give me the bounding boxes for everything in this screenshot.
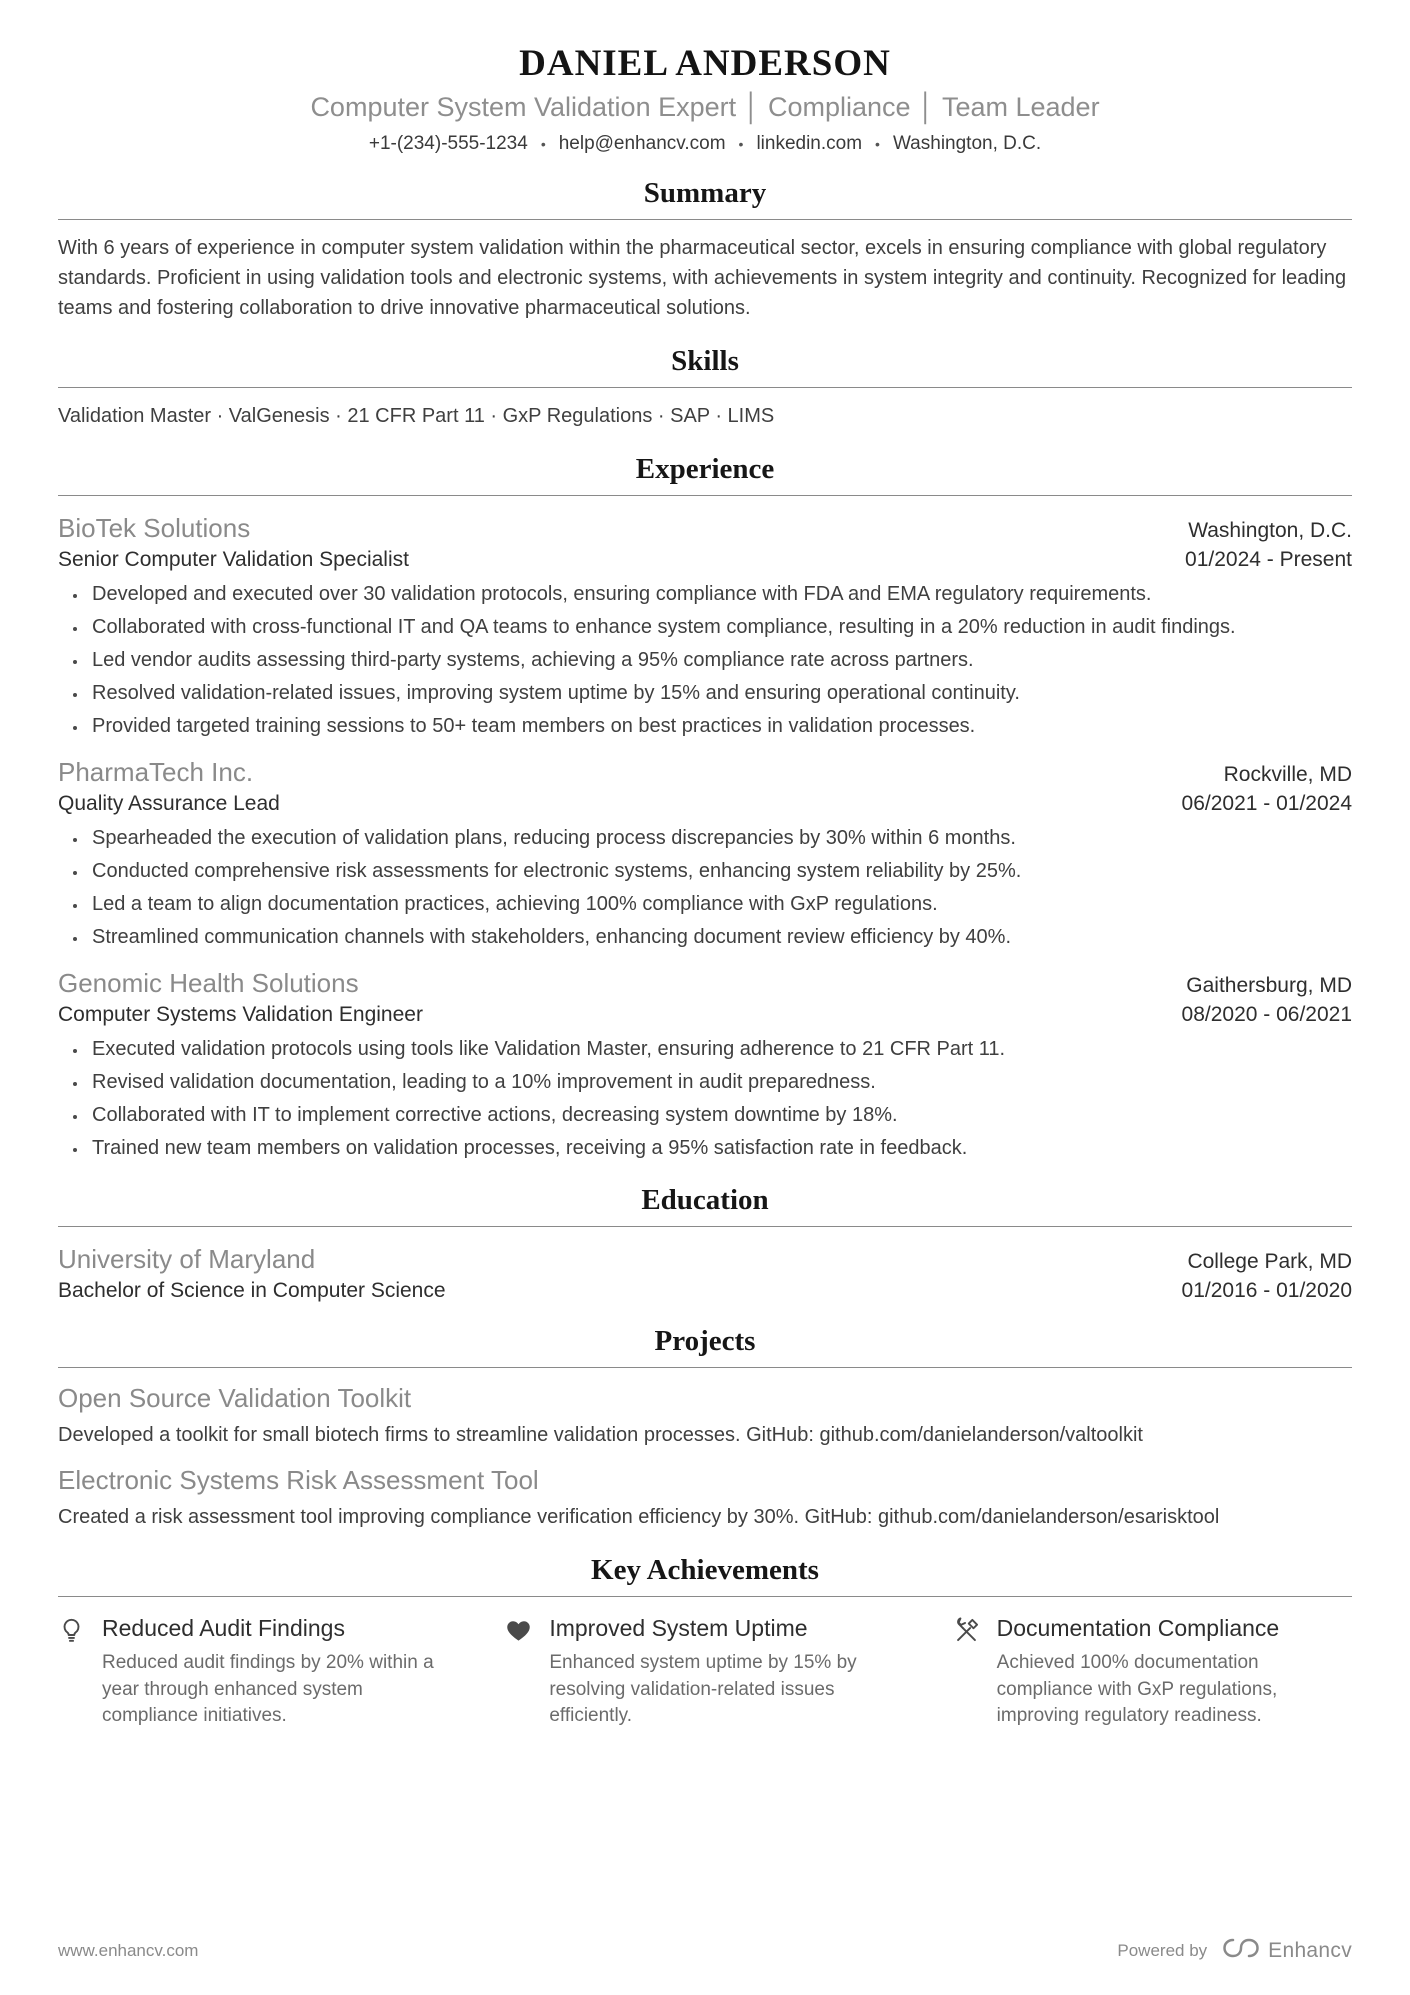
powered-by-brand	[1117, 1937, 1352, 1965]
education-dates: 01/2016 - 01/2020	[1181, 1279, 1352, 1302]
project-title: Open Source Validation Toolkit	[58, 1383, 412, 1413]
job-location: Washington, D.C.	[1188, 519, 1352, 542]
job-dates: 01/2024 - Present	[1185, 548, 1352, 571]
summary-heading: Summary	[58, 177, 1352, 220]
project-description: Created a risk assessment tool improving compliance verification efficiency by 30%. GitHub: github.com/danielanderson/esarisktool	[58, 1506, 1220, 1528]
achievement-text: Reduced audit findings by 20% within a year through enhanced system compliance initiatives.	[102, 1652, 434, 1727]
achievement-text: Achieved 100% documentation compliance with GxP regulations, improving regulatory readiness.	[996, 1652, 1278, 1727]
project-entry	[58, 1465, 1352, 1532]
education-heading: Education	[58, 1184, 1352, 1227]
email-link[interactable]: help@enhancv.com	[558, 133, 726, 154]
location-text: Washington, D.C.	[892, 133, 1042, 154]
achievement-item	[505, 1615, 904, 1730]
section-summary	[58, 177, 1352, 323]
heart-icon	[505, 1615, 533, 1649]
candidate-title: Computer System Validation Expert │ Compliance │ Team Leader	[310, 92, 1100, 122]
skills-list: Validation Master · ValGenesis · 21 CFR Part 11 · GxP Regulations · SAP · LIMS	[58, 405, 775, 427]
summary-text: With 6 years of experience in computer system validation within the pharmaceutical sector, excels in ensuring compliance with global regulatory standards. Proficient in using validation tools and electronic systems, with achievements in system integrity and continuity. Recognized for leading teams and fostering collaboration to drive innovative pharmaceutical solutions.	[58, 237, 1347, 319]
company-name: PharmaTech Inc.	[58, 757, 254, 787]
section-skills	[58, 345, 1352, 431]
experience-entry	[58, 757, 1352, 951]
company-name: Genomic Health Solutions	[58, 968, 359, 998]
footer-website-link[interactable]: www.enhancv.com	[58, 1941, 199, 1960]
job-bullet: • Spearheaded the execution of validation plans, reducing process discrepancies by 30% within 6 months.	[88, 825, 1352, 852]
job-bullet: • Executed validation protocols using tools like Validation Master, ensuring adherence to 21 CFR Part 11.	[88, 1036, 1352, 1063]
achievements-heading: Key Achievements	[58, 1554, 1352, 1597]
company-name: BioTek Solutions	[58, 513, 251, 543]
achievement-body	[102, 1615, 457, 1730]
job-bullet: • Revised validation documentation, leading to a 10% improvement in audit preparedness.	[88, 1069, 1352, 1096]
achievement-body	[997, 1615, 1352, 1730]
job-title: Senior Computer Validation Specialist	[58, 548, 409, 571]
enhancv-logo-icon	[1221, 1937, 1261, 1965]
job-bullet: • Led vendor audits assessing third-party systems, achieving a 95% compliance rate across partners.	[88, 647, 1352, 674]
education-entry	[58, 1244, 1352, 1303]
job-location: Rockville, MD	[1223, 763, 1352, 786]
job-title: Computer Systems Validation Engineer	[58, 1003, 423, 1026]
contact-separator: •	[540, 136, 546, 152]
section-projects	[58, 1325, 1352, 1532]
page-footer	[58, 1937, 1352, 1965]
achievement-item	[953, 1615, 1352, 1730]
achievement-item	[58, 1615, 457, 1730]
experience-entry	[58, 513, 1352, 740]
resume-header	[58, 42, 1352, 155]
skills-heading: Skills	[58, 345, 1352, 388]
job-dates: 06/2021 - 01/2024	[1181, 792, 1352, 815]
job-bullet: • Collaborated with cross-functional IT and QA teams to enhance system compliance, resulting in a 20% reduction in audit findings.	[88, 614, 1352, 641]
projects-heading: Projects	[58, 1325, 1352, 1368]
job-bullet: • Conducted comprehensive risk assessments for electronic systems, enhancing system reliability by 25%.	[88, 858, 1352, 885]
job-bullets-list	[58, 825, 1352, 951]
achievement-title: Improved System Uptime	[549, 1615, 808, 1641]
job-title: Quality Assurance Lead	[58, 792, 280, 815]
job-bullet: • Streamlined communication channels with stakeholders, enhancing document review efficiency by 40%.	[88, 924, 1352, 951]
achievement-text: Enhanced system uptime by 15% by resolving validation-related issues efficiently.	[549, 1652, 857, 1727]
job-bullets-list	[58, 581, 1352, 740]
achievement-title: Documentation Compliance	[996, 1615, 1280, 1641]
enhancv-brand-link[interactable]	[1221, 1937, 1352, 1965]
degree-name: Bachelor of Science in Computer Science	[58, 1279, 446, 1302]
contact-separator: •	[738, 136, 744, 152]
school-name: University of Maryland	[58, 1244, 316, 1274]
lightbulb-icon	[58, 1615, 86, 1649]
job-bullet: • Provided targeted training sessions to 50+ team members on best practices in validation processes.	[88, 713, 1352, 740]
contact-separator: •	[875, 136, 880, 152]
phone-link[interactable]: +1-(234)-555-1234	[368, 133, 528, 154]
powered-by-label: Powered by	[1117, 1941, 1208, 1960]
job-bullet: • Developed and executed over 30 validation protocols, ensuring compliance with FDA and EMA regulatory requirements.	[88, 581, 1352, 608]
job-bullet: • Led a team to align documentation practices, achieving 100% compliance with GxP regulations.	[88, 891, 1352, 918]
achievement-title: Reduced Audit Findings	[102, 1615, 345, 1641]
job-bullet: • Trained new team members on validation processes, receiving a 95% satisfaction rate in feedback.	[88, 1135, 1352, 1162]
school-location: College Park, MD	[1187, 1250, 1352, 1273]
enhancv-wordmark: Enhancv	[1268, 1939, 1352, 1962]
candidate-name: DANIEL ANDERSON	[519, 43, 891, 84]
job-bullet: • Resolved validation-related issues, improving system uptime by 15% and ensuring operational continuity.	[88, 680, 1352, 707]
project-title: Electronic Systems Risk Assessment Tool	[58, 1465, 539, 1495]
job-location: Gaithersburg, MD	[1186, 974, 1352, 997]
section-achievements	[58, 1554, 1352, 1730]
experience-heading: Experience	[58, 453, 1352, 496]
linkedin-link[interactable]: linkedin.com	[756, 133, 863, 154]
achievements-row	[58, 1615, 1352, 1730]
tools-icon	[953, 1615, 981, 1649]
project-description: Developed a toolkit for small biotech firms to streamline validation processes. GitHub: github.com/danielanderson/valtoolkit	[58, 1424, 1143, 1446]
contact-row	[58, 133, 1352, 155]
job-bullets-list	[58, 1036, 1352, 1162]
section-experience	[58, 453, 1352, 1162]
project-entry	[58, 1383, 1352, 1450]
job-bullet: • Collaborated with IT to implement corrective actions, decreasing system downtime by 18%.	[88, 1102, 1352, 1129]
experience-entry	[58, 968, 1352, 1162]
section-education	[58, 1184, 1352, 1303]
achievement-body	[549, 1615, 904, 1730]
job-dates: 08/2020 - 06/2021	[1181, 1003, 1352, 1026]
